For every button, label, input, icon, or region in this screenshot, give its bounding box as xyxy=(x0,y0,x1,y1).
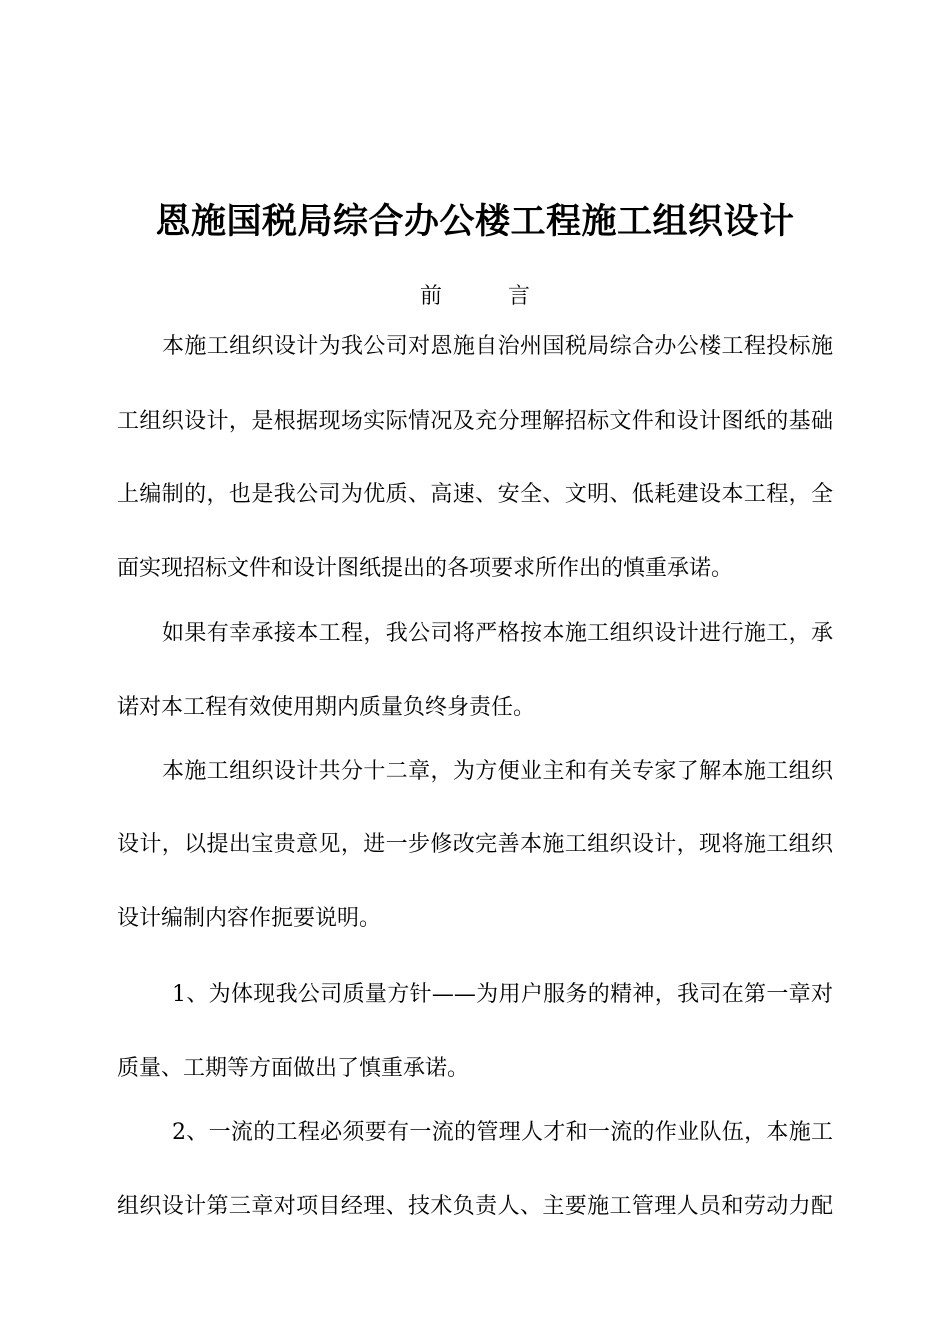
section-heading: 前 言 xyxy=(419,284,530,309)
paragraph-line: 工组织设计，是根据现场实际情况及充分理解招标文件和设计图纸的基础 xyxy=(117,409,833,434)
paragraph-line: 质量、工期等方面做出了慎重承诺。 xyxy=(117,1056,470,1081)
paragraph-line: 1、为体现我公司质量方针——为用户服务的精神，我司在第一章对 xyxy=(172,982,833,1007)
paragraph-line: 组织设计第三章对项目经理、技术负责人、主要施工管理人员和劳动力配 xyxy=(117,1194,833,1219)
paragraph-line: 设计，以提出宝贵意见，进一步修改完善本施工组织设计，现将施工组织 xyxy=(117,832,833,857)
paragraph-line: 如果有幸承接本工程，我公司将严格按本施工组织设计进行施工，承 xyxy=(162,621,833,646)
paragraph-line: 诺对本工程有效使用期内质量负终身责任。 xyxy=(117,695,536,720)
paragraph-line: 本施工组织设计为我公司对恩施自治州国税局综合办公楼工程投标施 xyxy=(162,334,833,359)
paragraph-line: 本施工组织设计共分十二章，为方便业主和有关专家了解本施工组织 xyxy=(162,759,833,784)
paragraph-line: 面实现招标文件和设计图纸提出的各项要求所作出的慎重承诺。 xyxy=(117,556,734,581)
paragraph-line: 2、一流的工程必须要有一流的管理人才和一流的作业队伍，本施工 xyxy=(172,1120,833,1145)
paragraph-line: 上编制的，也是我公司为优质、高速、安全、文明、低耗建设本工程，全 xyxy=(117,482,833,507)
paragraph-line: 设计编制内容作扼要说明。 xyxy=(117,906,382,931)
document-title: 恩施国税局综合办公楼工程施工组织设计 xyxy=(155,201,795,242)
